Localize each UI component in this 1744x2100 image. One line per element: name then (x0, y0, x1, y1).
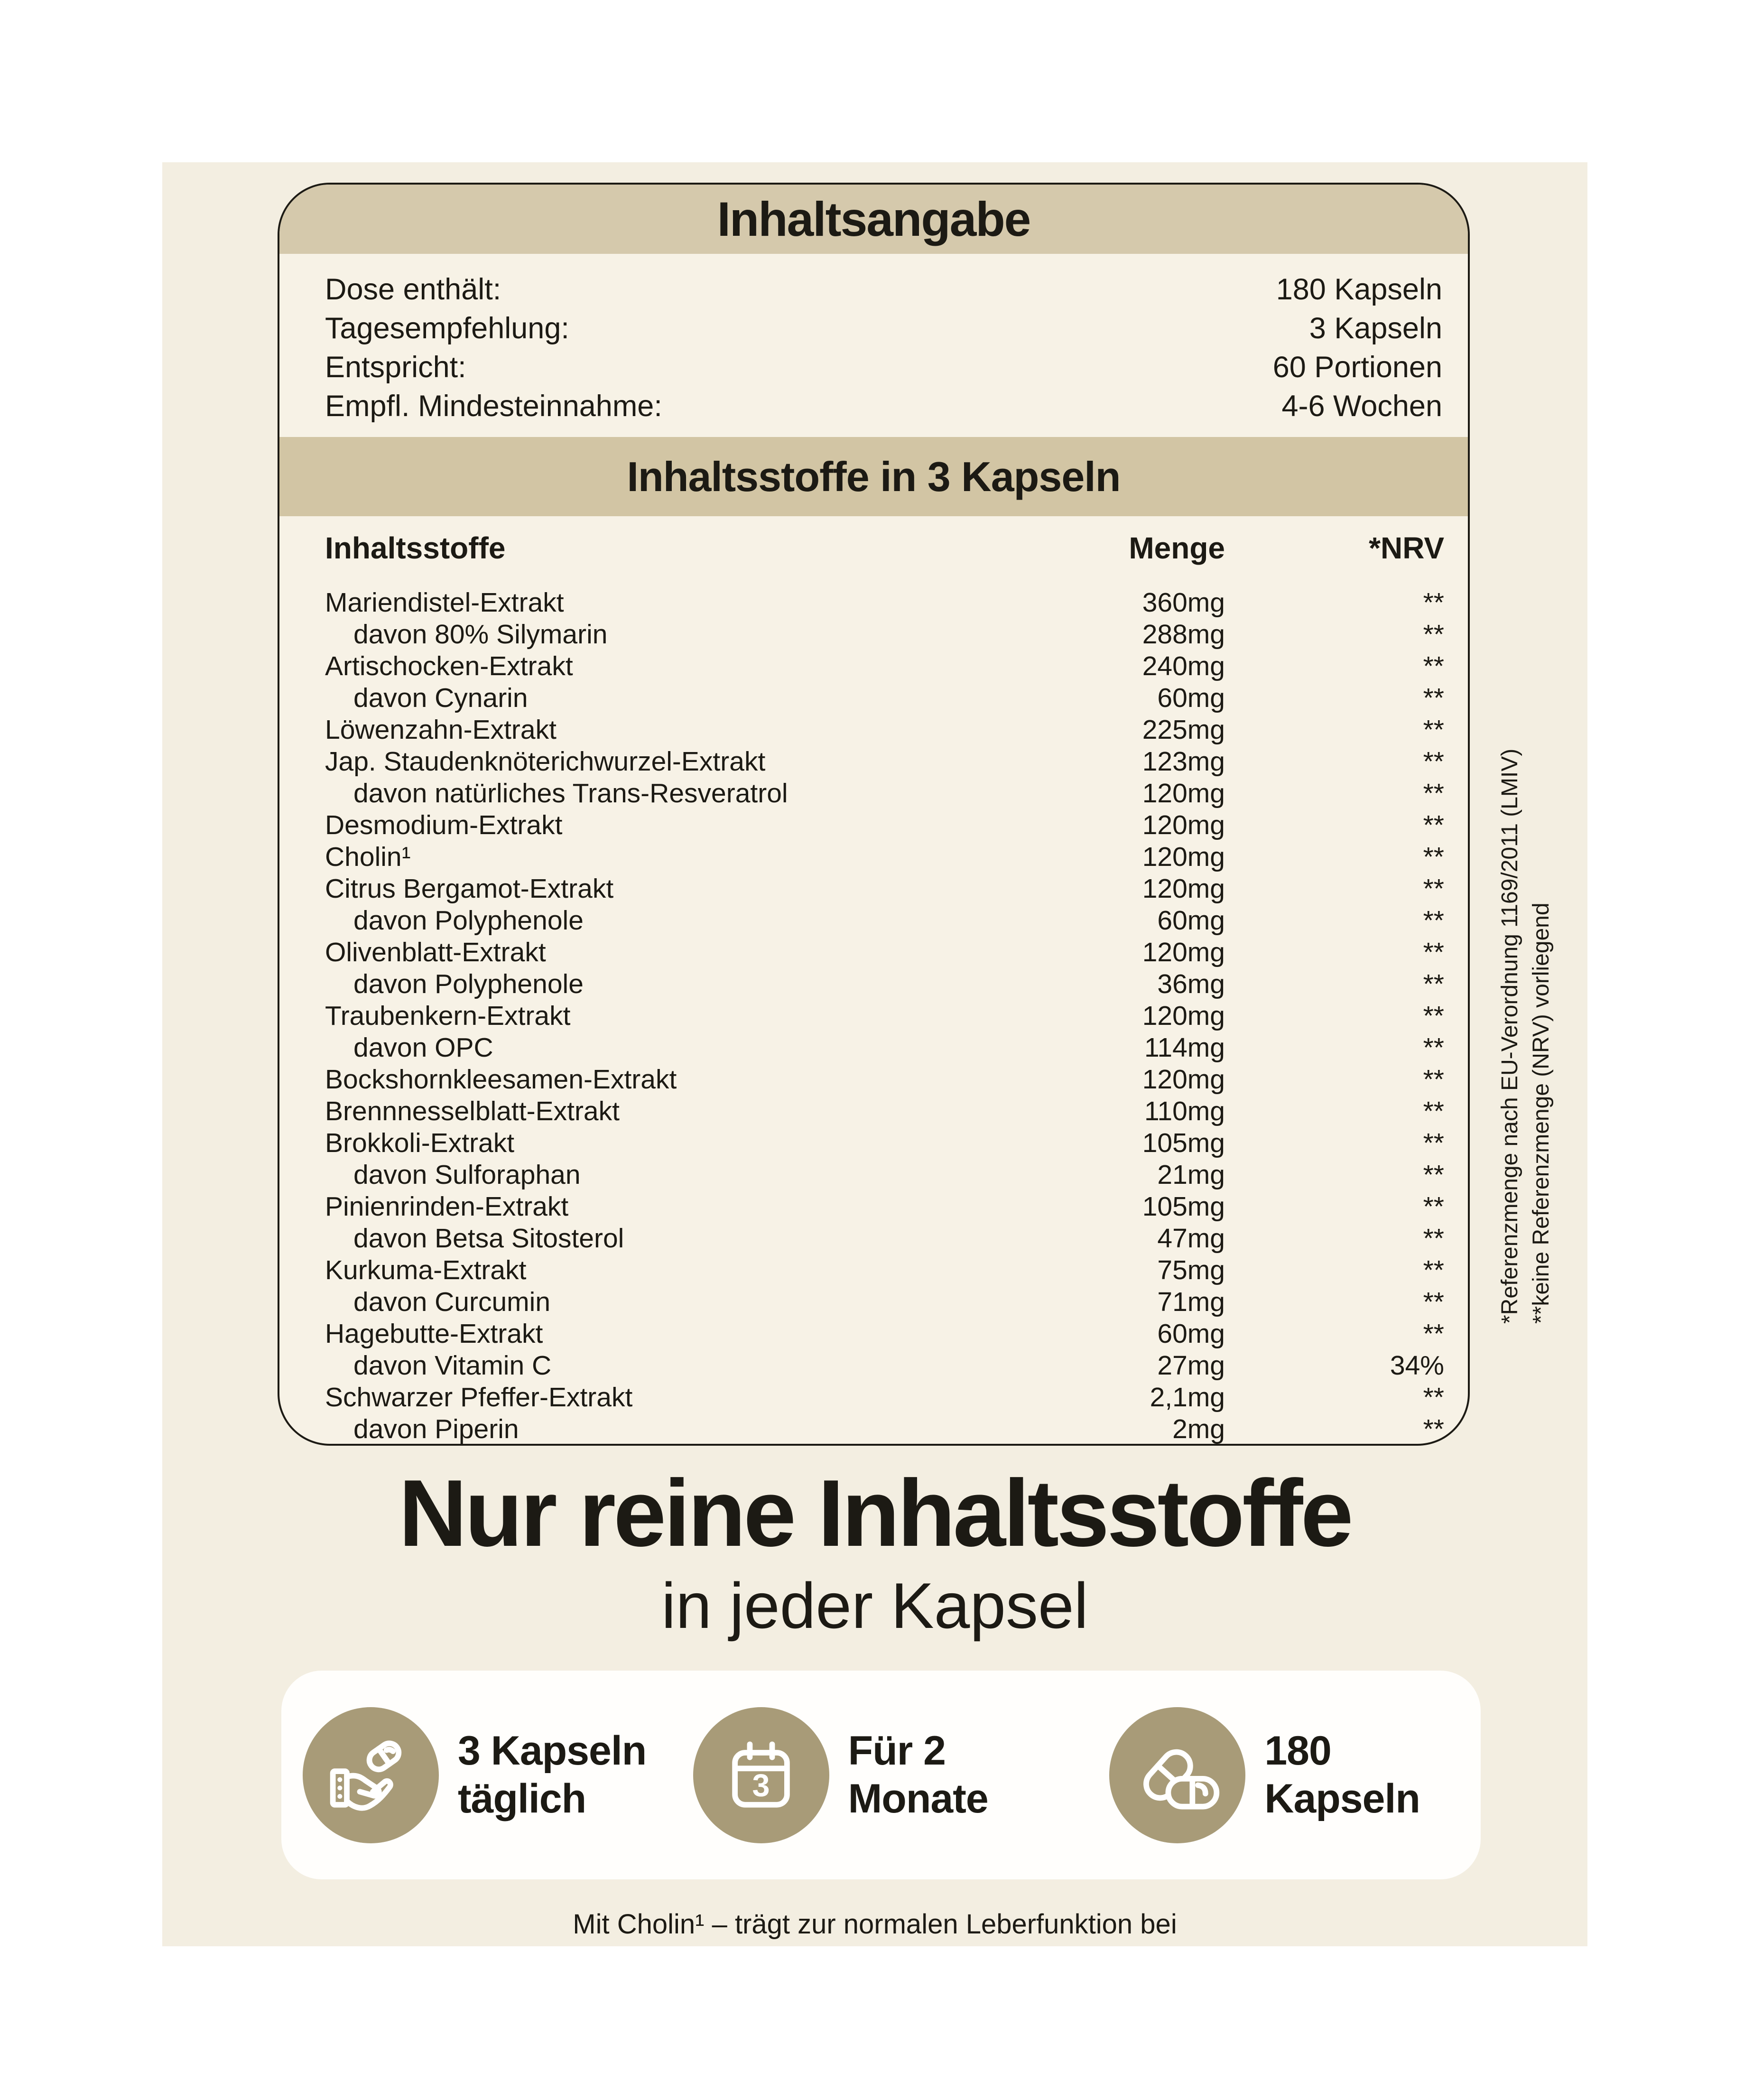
column-header-amount: Menge (1129, 531, 1225, 565)
ingredient-row (325, 1223, 1444, 1254)
ingredient-nrv: ** (1423, 1032, 1444, 1063)
ingredient-row (325, 841, 1444, 873)
ingredient-row (325, 1096, 1444, 1127)
dose-info-row (325, 348, 1442, 387)
ingredients-section-band (279, 437, 1468, 516)
badge-line: Monate (848, 1776, 988, 1821)
ingredient-name: Kurkuma-Extrakt (325, 1255, 527, 1285)
ingredient-amount: 225mg (1142, 715, 1225, 745)
ingredient-row (325, 714, 1444, 746)
ingredient-row (325, 1413, 1444, 1445)
ingredient-nrv: ** (1423, 1414, 1444, 1444)
ingredient-nrv: ** (1423, 1319, 1444, 1349)
ingredient-amount: 120mg (1142, 1001, 1225, 1031)
calendar-icon (693, 1707, 829, 1843)
ingredient-row (325, 587, 1444, 619)
dose-info-value: 60 Portionen (1272, 351, 1442, 384)
ingredient-row (325, 809, 1444, 841)
dose-info-row (325, 387, 1442, 426)
ingredient-nrv: ** (1423, 587, 1444, 618)
card-title: Inhaltsangabe (717, 192, 1030, 246)
ingredient-name: Hagebutte-Extrakt (325, 1319, 543, 1349)
ingredient-name: Mariendistel-Extrakt (325, 587, 564, 618)
ingredient-row (325, 968, 1444, 1000)
ingredient-nrv: ** (1423, 1223, 1444, 1254)
calendar-number: 3 (752, 1768, 770, 1804)
dose-info-row (325, 270, 1442, 309)
headline-title: Nur reine Inhaltsstoffe (399, 1460, 1351, 1566)
ingredient-row (325, 778, 1444, 809)
ingredient-row (325, 873, 1444, 905)
badge-line: 180 (1264, 1728, 1331, 1774)
ingredient-row (325, 1127, 1444, 1159)
capsules-icon (1109, 1707, 1245, 1843)
badge-daily-dose (296, 1707, 660, 1843)
ingredient-amount: 75mg (1157, 1255, 1225, 1285)
ingredient-nrv: 34% (1390, 1350, 1444, 1381)
ingredient-row (325, 1350, 1444, 1382)
ingredient-nrv: ** (1423, 1287, 1444, 1317)
ingredient-name: Bockshornkleesamen-Extrakt (325, 1064, 677, 1095)
ingredient-amount: 60mg (1157, 683, 1225, 713)
ingredient-row (325, 1159, 1444, 1191)
ingredient-row (325, 905, 1444, 937)
ingredient-nrv: ** (1423, 1191, 1444, 1222)
ingredient-name: Artischocken-Extrakt (325, 651, 573, 681)
ingredient-name: Cholin¹ (325, 842, 411, 872)
ingredient-amount: 120mg (1142, 810, 1225, 840)
ingredient-nrv: ** (1423, 651, 1444, 681)
column-header-name: Inhaltsstoffe (325, 531, 506, 565)
dose-info-label: Entspricht: (325, 351, 466, 384)
ingredient-nrv: ** (1423, 905, 1444, 936)
dose-info-label: Tagesempfehlung: (325, 312, 569, 345)
ingredient-amount: 120mg (1142, 842, 1225, 872)
ingredient-nrv: ** (1423, 683, 1444, 713)
ingredient-row (325, 937, 1444, 968)
ingredient-amount: 120mg (1142, 873, 1225, 904)
ingredients-table-body (325, 587, 1444, 1445)
headline-subtitle: in jeder Kapsel (661, 1570, 1088, 1642)
ingredient-name: Traubenkern-Extrakt (325, 1001, 571, 1031)
badge-line: 3 Kapseln (458, 1728, 647, 1774)
ingredient-name: Jap. Staudenknöterichwurzel-Extrakt (325, 746, 766, 777)
ingredient-amount: 110mg (1144, 1096, 1225, 1126)
headline-block (162, 1460, 1587, 1642)
ingredient-nrv: ** (1423, 715, 1444, 745)
ingredient-nrv: ** (1423, 746, 1444, 777)
ingredient-row (325, 1286, 1444, 1318)
badge-capsule-count-text (1264, 1727, 1420, 1823)
ingredient-nrv: ** (1423, 842, 1444, 872)
footnote-reference: *Referenzmenge nach EU-Verordnung 1169/2011 (LMIV) (1497, 748, 1522, 1324)
card-header-band (279, 185, 1468, 254)
ingredient-nrv: ** (1423, 969, 1444, 999)
ingredients-section-title: Inhaltsstoffe in 3 Kapseln (627, 453, 1121, 500)
ingredient-amount: 71mg (1157, 1287, 1225, 1317)
ingredients-table (279, 516, 1468, 1445)
choline-footer-note: Mit Cholin¹ – trägt zur normalen Leberfunktion bei (573, 1909, 1177, 1940)
ingredient-nrv: ** (1423, 873, 1444, 904)
badge-duration (660, 1707, 1050, 1843)
ingredient-amount: 47mg (1157, 1223, 1225, 1254)
ingredient-name: davon Cynarin (353, 683, 528, 713)
ingredient-amount: 123mg (1142, 746, 1225, 777)
ingredient-name: Citrus Bergamot-Extrakt (325, 873, 614, 904)
ingredient-nrv: ** (1423, 1255, 1444, 1285)
ingredient-name: Schwarzer Pfeffer-Extrakt (325, 1382, 633, 1412)
ingredient-name: Desmodium-Extrakt (325, 810, 563, 840)
ingredient-name: davon 80% Silymarin (353, 619, 608, 650)
badge-capsule-count (1050, 1707, 1466, 1843)
ingredient-amount: 60mg (1157, 905, 1225, 936)
footnote-no-nrv: **keine Referenzmenge (NRV) vorliegend (1529, 902, 1554, 1324)
ingredient-nrv: ** (1423, 1096, 1444, 1126)
ingredient-name: Brokkoli-Extrakt (325, 1128, 515, 1158)
ingredient-name: davon Betsa Sitosterol (353, 1223, 624, 1254)
ingredient-row (325, 746, 1444, 778)
ingredient-name: Olivenblatt-Extrakt (325, 937, 546, 967)
ingredient-name: davon natürliches Trans-Resveratrol (353, 778, 788, 808)
ingredient-amount: 105mg (1142, 1191, 1225, 1222)
dose-info-value: 3 Kapseln (1309, 312, 1442, 345)
ingredient-amount: 2mg (1172, 1414, 1225, 1444)
ingredient-name: davon Polyphenole (353, 905, 584, 936)
dose-info-value: 180 Kapseln (1276, 273, 1442, 306)
ingredient-row (325, 1000, 1444, 1032)
ingredient-row (325, 1254, 1444, 1286)
ingredient-amount: 288mg (1142, 619, 1225, 650)
ingredient-row (325, 1191, 1444, 1223)
ingredient-amount: 240mg (1142, 651, 1225, 681)
ingredient-amount: 2,1mg (1150, 1382, 1225, 1412)
ingredient-name: Löwenzahn-Extrakt (325, 715, 557, 745)
ingredient-row (325, 1064, 1444, 1096)
ingredient-nrv: ** (1423, 1160, 1444, 1190)
ingredient-row (325, 682, 1444, 714)
ingredient-amount: 105mg (1142, 1128, 1225, 1158)
ingredient-name: davon OPC (353, 1032, 493, 1063)
ingredient-nrv: ** (1423, 1382, 1444, 1412)
ingredient-nrv: ** (1423, 619, 1444, 650)
ingredient-amount: 360mg (1142, 587, 1225, 618)
ingredient-nrv: ** (1423, 778, 1444, 808)
ingredient-name: davon Piperin (353, 1414, 519, 1444)
dose-info-section (279, 254, 1468, 437)
badge-line: täglich (458, 1776, 586, 1821)
ingredient-amount: 120mg (1142, 937, 1225, 967)
ingredient-name: Brennnesselblatt-Extrakt (325, 1096, 620, 1126)
ingredients-table-header (325, 530, 1444, 566)
column-header-nrv: *NRV (1369, 531, 1444, 565)
ingredient-row (325, 1382, 1444, 1413)
dose-info-value: 4-6 Wochen (1281, 390, 1442, 423)
ingredient-name: davon Vitamin C (353, 1350, 552, 1381)
ingredient-amount: 120mg (1142, 778, 1225, 808)
ingredient-row (325, 1318, 1444, 1350)
ingredient-name: davon Polyphenole (353, 969, 584, 999)
ingredient-amount: 114mg (1144, 1032, 1225, 1063)
ingredient-name: Pinienrinden-Extrakt (325, 1191, 569, 1222)
ingredient-row (325, 650, 1444, 682)
ingredient-nrv: ** (1423, 1128, 1444, 1158)
ingredient-nrv: ** (1423, 937, 1444, 967)
ingredient-amount: 120mg (1142, 1064, 1225, 1095)
usage-badges-card (281, 1671, 1481, 1879)
ingredient-nrv: ** (1423, 1001, 1444, 1031)
dose-info-row (325, 309, 1442, 348)
badge-line: Kapseln (1264, 1776, 1420, 1821)
badge-line: Für 2 (848, 1728, 946, 1774)
ingredient-amount: 27mg (1157, 1350, 1225, 1381)
badge-duration-text (848, 1727, 988, 1823)
badge-daily-dose-text (458, 1727, 646, 1823)
ingredient-name: davon Sulforaphan (353, 1160, 581, 1190)
ingredient-name: davon Curcumin (353, 1287, 551, 1317)
nrv-footnotes-vertical (1494, 749, 1557, 1324)
ingredient-amount: 36mg (1157, 969, 1225, 999)
ingredient-nrv: ** (1423, 1064, 1444, 1095)
dose-info-label: Empfl. Mindesteinnahme: (325, 390, 662, 423)
ingredient-amount: 60mg (1157, 1319, 1225, 1349)
ingredient-row (325, 1032, 1444, 1064)
dose-info-label: Dose enthält: (325, 273, 501, 306)
ingredient-nrv: ** (1423, 810, 1444, 840)
ingredient-amount: 21mg (1157, 1160, 1225, 1190)
hand-capsule-icon (303, 1707, 439, 1843)
nutrition-facts-card (278, 183, 1470, 1446)
ingredient-row (325, 619, 1444, 650)
